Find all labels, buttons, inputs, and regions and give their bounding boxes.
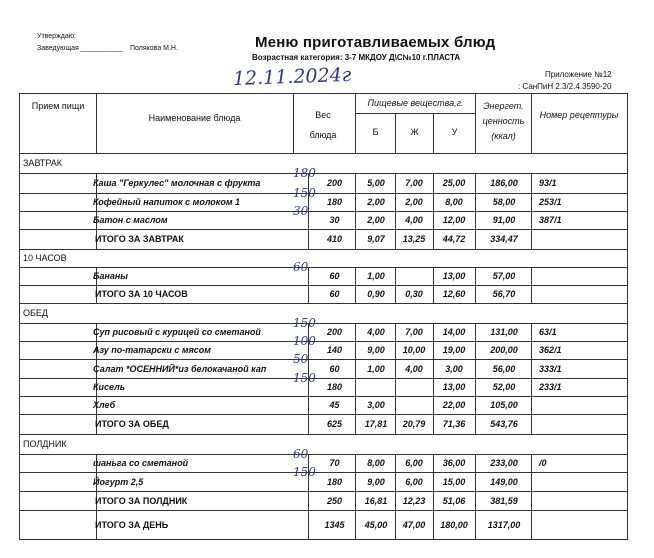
cell-dish: Азу по-татарски с мясом	[93, 345, 211, 355]
cell-dish: Каша "Геркулес" молочная с фрукта	[93, 178, 261, 188]
cell-dish: Бананы	[93, 271, 128, 281]
cell-recipe: 362/1	[539, 345, 562, 355]
cell-mark: 150	[293, 465, 316, 479]
cell-b: 4,00	[367, 327, 385, 337]
cell-weight: 200	[326, 178, 343, 188]
cell-zh: 10,00	[402, 345, 426, 355]
cell-dish: шаньга со сметаной	[93, 458, 189, 468]
cell-dish: Батон с маслом	[93, 215, 168, 225]
cell-b: 1,00	[367, 271, 385, 281]
cell-zh: 13,25	[402, 234, 426, 244]
header-nutrients: Пищевые вещества,г.	[367, 98, 464, 108]
header-carbs: У	[451, 127, 458, 137]
cell-u: 22,00	[442, 400, 466, 410]
appendix-label: Приложение №12	[545, 70, 612, 79]
cell-recipe: 387/1	[539, 215, 562, 225]
header-meal: Прием пищи	[31, 101, 85, 111]
cell-zh: 7,00	[405, 327, 423, 337]
cell-u: 25,00	[442, 178, 466, 188]
cell-dish: Хлеб	[93, 400, 116, 410]
header-fat: Ж	[410, 127, 419, 137]
cell-dish: ИТОГО ЗА ЗАВТРАК	[95, 234, 184, 244]
signature-line: ___________	[80, 45, 123, 52]
cell-weight: 140	[326, 345, 343, 355]
cell-u: 44,72	[442, 234, 466, 244]
cell-u: 13,00	[442, 382, 466, 392]
cell-b: 2,00	[367, 215, 385, 225]
cell-zh: 6,00	[405, 476, 423, 487]
cell-weight: 45	[329, 400, 340, 410]
header-energy: Энергет. ценность (ккал)	[482, 101, 525, 141]
cell-mark: 150	[293, 371, 316, 385]
cell-u: 71,36	[442, 419, 466, 429]
cell-dish: ИТОГО ЗА ДЕНЬ	[95, 520, 169, 530]
cell-dish: ИТОГО ЗА 10 ЧАСОВ	[95, 289, 188, 299]
cell-mark: 100	[293, 334, 316, 348]
cell-recipe: 93/1	[539, 178, 557, 188]
cell-u: 12,60	[442, 289, 466, 299]
cell-b: 2,00	[367, 197, 385, 207]
cell-zh: 47,00	[402, 520, 426, 530]
cell-energy: 200,00	[490, 345, 518, 355]
cell-weight: 60	[329, 289, 340, 299]
cell-dish: ИТОГО ЗА ОБЕД	[95, 419, 169, 429]
cell-energy: 57,00	[492, 271, 516, 281]
cell-energy: 105,00	[490, 400, 518, 410]
cell-energy: 233,00	[490, 458, 518, 468]
cell-b: 17,81	[364, 419, 388, 429]
cell-u: 36,00	[442, 458, 466, 468]
cell-weight: 180	[326, 476, 343, 487]
approval-caption: Утверждаю:	[37, 33, 76, 40]
cell-zh: 4,00	[405, 363, 423, 374]
menu-title: Меню приготавливаемых блюд	[255, 34, 496, 51]
cell-energy: 334,47	[490, 234, 518, 244]
cell-zh: 7,00	[405, 178, 423, 188]
cell-energy: 52,00	[492, 382, 516, 392]
cell-dish: Салат *ОСЕННИЙ*из белокачаной кап	[93, 363, 267, 374]
header-recipe: Номер рецептуры	[539, 110, 619, 120]
cell-energy: 186,00	[490, 178, 518, 188]
cell-recipe: 233/1	[539, 382, 562, 392]
cell-zh: 2,00	[405, 197, 423, 207]
cell-mark: 50	[293, 352, 309, 366]
cell-u: 13,00	[442, 271, 466, 281]
cell-u: 14,00	[442, 327, 466, 337]
head-name: Полякова М.Н.	[130, 45, 178, 52]
cell-b: 9,00	[367, 345, 385, 355]
cell-recipe: 63/1	[539, 327, 557, 337]
cell-zh: 4,00	[405, 215, 423, 225]
sanpin-label: : СанПиН 2.3/2.4.3590-20	[518, 82, 612, 91]
cell-zh: 12,23	[402, 495, 426, 506]
cell-b: 8,00	[367, 458, 385, 468]
cell-energy: 131,00	[490, 327, 518, 337]
cell-dish: Йогурт 2,5	[93, 476, 144, 487]
cell-b: 9,00	[367, 476, 385, 487]
header-protein: Б	[372, 127, 379, 137]
cell-recipe: 333/1	[539, 363, 562, 374]
cell-b: 1,00	[367, 363, 385, 374]
cell-dish: Кофейный напиток с молоком 1	[93, 197, 241, 207]
cell-u: 12,00	[442, 215, 466, 225]
cell-weight: 60	[329, 363, 340, 374]
cell-b: 16,81	[364, 495, 388, 506]
cell-weight: 30	[329, 215, 340, 225]
cell-meal: ПОЛДНИК	[23, 439, 67, 449]
cell-u: 8,00	[445, 197, 463, 207]
cell-u: 19,00	[442, 345, 466, 355]
cell-mark: 180	[293, 166, 316, 180]
menu-table	[19, 93, 628, 540]
cell-energy: 1317,00	[487, 520, 521, 530]
cell-u: 51,06	[442, 495, 466, 506]
cell-meal: ЗАВТРАК	[23, 158, 62, 168]
cell-weight: 200	[326, 327, 343, 337]
cell-energy: 381,59	[490, 495, 518, 506]
cell-b: 0,90	[367, 289, 385, 299]
cell-energy: 91,00	[492, 215, 516, 225]
cell-b: 45,00	[364, 520, 388, 530]
cell-weight: 1345	[324, 520, 345, 530]
cell-energy: 58,00	[492, 197, 516, 207]
cell-weight: 250	[326, 495, 343, 506]
cell-weight: 625	[326, 419, 343, 429]
cell-dish: Суп рисовый с курицей со сметаной	[93, 327, 261, 337]
handwritten-date: 12.11.2024г	[232, 63, 352, 90]
cell-mark: 30	[293, 204, 309, 218]
cell-zh: 0,30	[405, 289, 423, 299]
cell-dish: Кисель	[93, 382, 126, 392]
cell-mark: 150	[293, 186, 316, 200]
header-dish: Наименование блюда	[148, 113, 241, 123]
cell-b: 5,00	[367, 178, 385, 188]
cell-mark: 60	[293, 447, 309, 461]
header-weight: Вес блюда	[309, 110, 337, 140]
cell-u: 15,00	[442, 476, 466, 487]
cell-zh: 6,00	[405, 458, 423, 468]
cell-energy: 56,70	[492, 289, 516, 299]
age-category: Возрастная категория: 3-7 МКДОУ Д\С№10 г.ПЛАСТА	[252, 53, 461, 62]
cell-mark: 150	[293, 316, 316, 330]
cell-energy: 56,00	[492, 363, 516, 374]
cell-dish: ИТОГО ЗА ПОЛДНИК	[95, 495, 188, 506]
cell-weight: 180	[326, 197, 343, 207]
cell-b: 3,00	[367, 400, 385, 410]
cell-weight: 70	[329, 458, 340, 468]
cell-b: 9,07	[367, 234, 385, 244]
cell-u: 180,00	[440, 520, 468, 530]
cell-recipe: /0	[539, 458, 547, 468]
cell-weight: 60	[329, 271, 340, 281]
cell-weight: 410	[326, 234, 343, 244]
cell-meal: 10 ЧАСОВ	[23, 253, 67, 263]
cell-mark: 60	[293, 260, 309, 274]
cell-zh: 20,79	[402, 419, 426, 429]
cell-recipe: 253/1	[539, 197, 562, 207]
head-position: Заведующая	[37, 45, 79, 52]
cell-energy: 149,00	[490, 476, 518, 487]
cell-weight: 180	[326, 382, 343, 392]
cell-meal: ОБЕД	[23, 308, 49, 318]
cell-energy: 543,76	[490, 419, 518, 429]
cell-u: 3,00	[445, 363, 463, 374]
